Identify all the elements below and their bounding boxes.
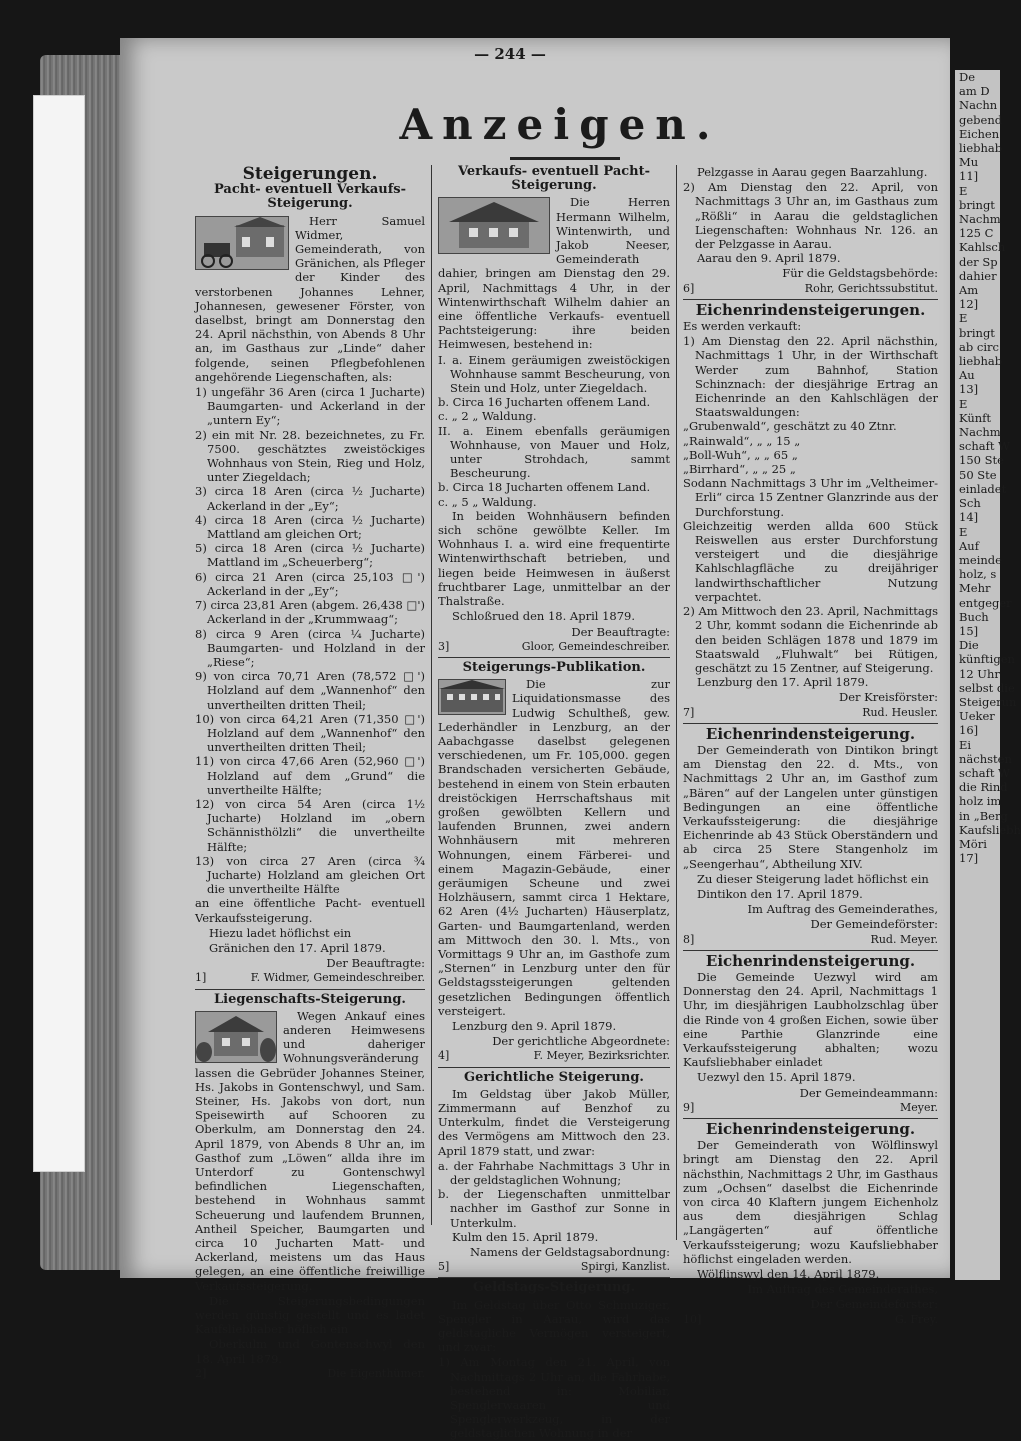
ad-signature: Gloor, Gemeindeschreiber.: [521, 639, 670, 653]
ad-number: 8]: [683, 932, 695, 946]
ad-divider: [438, 1067, 670, 1068]
ad-body: Wegen Ankauf eines anderen Heimwesens und daheriger Wohnungsveränderung lassen die Gebrüder Johannes Steiner, Hs. Jakobs in Gontenschwyl, und Sam. Steiner, Hs. Jakobs von dort, nun Speisewirth auf Schooren zu Oberkulm, am Donnerstag den 24. April 1879, von Abends 8 Uhr an, im Gasthof zum „Löwen“ allda ihre im Unterdorf zu Gontenschwyl befindlichen Liegenschaften, bestehend in Wohnhaus sammt Scheuerung und laufendem Brunnen, Antheil Speicher, Baumgarten und circa 10 Jucharten Matt- und Ackerland, meistens um das Haus gelegen, an eine öffentliche freiwillige Verkaufssteigerung.: [195, 1008, 425, 1293]
next-page-line: Buch: [959, 609, 989, 624]
next-page-line: 16]: [959, 723, 979, 738]
next-page-line: Steigerun: [959, 694, 1017, 709]
ad-title: Pacht- eventuell Verkaufs-Steigerung.: [213, 182, 407, 212]
next-page-line: nächsten: [959, 751, 1012, 766]
ad-place-date: Kulm den 15. April 1879.: [452, 1229, 599, 1244]
item-list: [438, 1159, 670, 1230]
next-page-line: Mu: [959, 155, 979, 170]
list-item: c. „ 5 „ Waldung.: [438, 494, 537, 509]
next-page-line: E: [959, 311, 968, 326]
next-page-line: 15]: [959, 623, 979, 638]
list-item: „Birrhard“, „ „ 25 „: [683, 462, 796, 477]
ad-footer: [683, 706, 938, 720]
next-page-line: ab circ: [959, 339, 999, 354]
ad-role: Der Beauftragte:: [326, 956, 425, 971]
next-page-line: holz, s: [959, 567, 997, 582]
ad-role: Der Gemeindeförster:: [810, 917, 938, 932]
ad-number: 3]: [438, 639, 450, 653]
ad-tail: In beiden Wohnhäusern befinden sich schöne gewölbte Keller. Im Wohnhaus I. a. wird eine frequentirte Wintenwirthschaft betrieben, und liegen beide Heimwesen in äußerst fruchtbarer Lage, unmittelbar an der Thalstraße.: [438, 508, 670, 609]
item-list: [683, 334, 938, 675]
ad-role: Im Auftrag des Gemeinderathes,: [747, 1282, 938, 1297]
ad-number: 9]: [683, 1100, 695, 1114]
next-page-line: Nachm: [959, 212, 1001, 227]
list-item: 2) Am Mittwoch den 23. April, Nachmittags 2 Uhr, kommt sodann die Eichenrinde ab den beiden Schlägen 1878 und 1879 im Staatswald „Fluhwalt“ bei Rütigen, geschätzt zu 15 Zentner, auf Steigerung.: [683, 604, 939, 675]
next-page-line: 125 C: [959, 226, 994, 241]
ad-invite: Zu dieser Steigerung ladet höflichst ein: [697, 871, 929, 886]
ad-place-date: Wölflinswyl den 14. April 1879.: [697, 1267, 880, 1282]
list-item: 10) von circa 64,21 Aren (71,350 □') Holzland auf dem „Wannenhof“ den unvertheilten dritten Theil;: [195, 711, 425, 755]
ad-divider: [195, 989, 425, 990]
next-page-line: am D: [959, 84, 990, 99]
ad-number: 5]: [438, 1260, 450, 1274]
next-page-line: Mehr: [959, 581, 991, 596]
next-page-line: meinde: [959, 552, 1002, 567]
ad-number: 7]: [683, 705, 695, 719]
ad-number: 10]: [683, 1312, 702, 1326]
next-page-line: der Sp: [959, 254, 998, 269]
ad-divider: [683, 950, 938, 951]
next-page-line: Möri: [959, 836, 987, 851]
next-page-line: 12]: [959, 297, 979, 312]
list-item: 11) von circa 47,66 Aren (52,960 □') Holzland auf dem „Grund“ die unvertheilte Hälfte;: [195, 754, 425, 797]
item-list: [195, 385, 425, 896]
ad-role: Im Auftrag des Gemeinderathes,: [747, 902, 938, 917]
next-page-line: 150 Ste: [959, 453, 1004, 468]
ad-role: Der Beauftragte:: [571, 624, 670, 639]
item-list: [438, 1355, 670, 1440]
ad-number: 2]: [195, 1366, 207, 1380]
next-page-line: holz im: [959, 794, 1002, 809]
ad-divider: [683, 723, 938, 724]
ad-signature: G. Frey.: [894, 1312, 938, 1326]
next-page-line: 11]: [959, 169, 979, 184]
list-item: b. Circa 18 Jucharten offenem Land.: [438, 480, 651, 495]
ad-body: Im Geldstag über Otto Schmuziger, Spengler in Aarau, wird das geldstagliche Vermögen versteigert, und zwar:: [438, 1297, 670, 1355]
list-item: 9) von circa 70,71 Aren (78,572 □') Holzland auf dem „Wannenhof“ den unvertheilten dritten Theil;: [195, 669, 425, 712]
ad-intro: Es werden verkauft:: [683, 319, 802, 334]
column-divider: [676, 165, 677, 1240]
next-page-line: künftigen: [959, 652, 1015, 667]
ad-title: Eichenrindensteigerungen.: [695, 300, 926, 319]
next-page-line: Au: [959, 368, 975, 383]
item-list: [683, 180, 938, 251]
ad-place-date: Gränichen den 17. April 1879.: [209, 940, 386, 955]
list-item: 4) circa 18 Aren (circa ½ Jucharte) Mattland am gleichen Ort;: [195, 512, 425, 542]
list-item: „Rainwald“, „ „ 15 „: [683, 433, 801, 448]
next-page-line: E: [959, 396, 968, 411]
item-list: [438, 353, 670, 509]
list-item: „Boll-Wuh“, „ „ 65 „: [683, 447, 798, 462]
next-page-line: 14]: [959, 510, 979, 525]
ad-place-date: Lenzburg den 9. April 1879.: [452, 1018, 617, 1033]
ad-tail: an eine öffentliche Pacht- eventuell Verkaufssteigerung.: [195, 896, 425, 925]
list-item: 5) circa 18 Aren (circa ½ Jucharte) Mattland im „Scheuerberg“;: [195, 541, 425, 570]
next-page-line: in „Berg: [959, 808, 1008, 823]
ad-conditions: Die Steigerungsbedingungen werden günstig gestellt und es ladet Kaufsliebhaber höflich ein: [195, 1293, 425, 1337]
list-item: a. der Fahrhabe Nachmittags 3 Uhr in der geldstaglichen Wohnung;: [438, 1158, 670, 1188]
ad-signature: Rohr, Gerichtssubstitut.: [804, 281, 938, 295]
ad-number: 4]: [438, 1049, 450, 1063]
list-item: 2) Am Dienstag den 22. April, von Nachmittags 3 Uhr an, im Gasthaus zum „Rößli“ in Aarau die geldstaglichen Liegenschaften: Wohnhaus Nr. 126. an der Pelzgasse in Aarau.: [683, 180, 938, 252]
page-number: — 244 —: [474, 45, 546, 63]
list-item: 8) circa 9 Aren (circa ¼ Jucharte) Baumgarten- und Holzland in der „Riese“;: [195, 626, 425, 669]
bookmark-strip: [33, 95, 85, 1172]
ad-footer: [438, 1260, 670, 1274]
next-page-line: entgeger: [959, 595, 1012, 610]
ad-body: Die Gemeinde Uezwyl wird am Donnerstag den 24. April, Nachmittags 1 Uhr, im diesjährigen Laubholzschlag über die Rinde von 4 großen Eichen, sowie über eine Parthie Glanzrinde eine Verkaufssteigerung abhalten; wozu Kaufsliebhaber einladet: [683, 969, 938, 1070]
list-item: b. der Liegenschaften unmittelbar nachher im Gasthof zur Sonne in Unterkulm.: [438, 1187, 670, 1230]
next-page-line: Ei: [959, 737, 972, 752]
column-3: [683, 165, 939, 1326]
ad-body: Der Gemeinderath von Dintikon bringt am Dienstag den 22. d. Mts., von Nachmittags 2 Uhr an, im Gasthof zum „Bären“ auf der Langelen unter günstigen Bedingungen an eine öffentliche Verkaufssteigerung: die diesjährige Eichenrinde ab 43 Stück Oberständern und ab circa 25 Stere Stangenholz im „Seengerhau“, Abtheilung XIV.: [683, 742, 938, 871]
house-illustration: [195, 1011, 277, 1063]
ad-title: Eichenrindensteigerung.: [705, 724, 916, 743]
ad-invite: Hiezu ladet höflichst ein: [209, 925, 352, 940]
list-item: Sodann Nachmittags 3 Uhr im „Veltheimer-Erli“ circa 15 Zentner Glanzrinde aus der Durchforstung.: [683, 476, 938, 519]
ad-role: Für die Geldstagsbehörde:: [782, 266, 938, 281]
list-item: 7) circa 23,81 Aren (abgem. 26,438 □') Ackerland in der „Krummwaag“;: [195, 598, 425, 627]
farmhouse-illustration: [438, 197, 550, 254]
ad-number: 1]: [195, 971, 207, 985]
list-item: 6) circa 21 Aren (circa 25,103 □') Ackerland in der „Ey“;: [195, 569, 425, 598]
carriage-illustration: [195, 216, 289, 270]
next-page-line: Am: [959, 283, 979, 298]
ad-title: Eichenrindensteigerung.: [705, 951, 916, 970]
ad-signature: Rud. Heusler.: [862, 705, 938, 719]
next-page-line: Kaufsliebh: [959, 822, 1021, 837]
next-page-line: E: [959, 183, 968, 198]
next-page-line: Nachm: [959, 425, 1001, 440]
next-page-line: gebend: [959, 112, 1003, 127]
ad-place-date: Lenzburg den 17. April 1879.: [697, 675, 869, 690]
ad-role: Der Kreisförster:: [838, 690, 938, 705]
ad-place-date: Oberkulm und Gontenschwyl den 18. April 1879.: [195, 1337, 425, 1366]
ad-place-date: Dintikon den 17. April 1879.: [697, 886, 863, 901]
ad-footer: [195, 971, 425, 985]
heading-rule: [510, 157, 620, 160]
ad-body: Im Geldstag über Jakob Müller, Zimmermann auf Benzhof zu Unterkulm, findet die Versteigerung des Vermögens am Mittwoch den 23. April 1879 statt, und zwar:: [438, 1086, 670, 1158]
ad-footer: [683, 282, 938, 296]
next-page-line: liebhab: [959, 354, 1003, 369]
next-page-line: Auf: [959, 538, 979, 553]
ad-body: Die zur Liquidationsmasse des Ludwig Schultheß, gew. Lederhändler in Lenzburg, an der Aabachgasse daselbst gelegenen verschiedenen, um Fr. 105,000. gegen Brandschaden versicherten Gebäude, bestehend in einem von Stein erbauten dreistöckigen Herrschaftshaus mit großen gewölbten Kellern und laufenden Brunnen, zwei andern Wohnhäusern mit mehreren Wohnungen, einem Färberei- und einem Magazin-Gebäude, einer geräumigen Scheune und zwei Holzhäusern, sammt circa 1 Hektare, 62 Aren (4½ Jucharten) Häuserplatz, Garten- und Baumgartenland, werden am Mittwoch den 30. l. Mts., von Vormittags 9 Uhr an, im Gasthofe zum „Sternen“ in Lenzburg unter den für Geldstagssteigerungen geltenden gesetzlichen Bedingungen öffentlich versteigert.: [438, 677, 670, 1018]
ad-body: Der Gemeinderath von Wölflinswyl bringt am Dienstag den 22. April nächsthin, Nachmittags 2 Uhr, im Gasthaus zum „Ochsen“ daselbst die Eichenrinde von circa 40 Klaftern jungem Eichenholz aus dem diesjährigen Schlag „Langägerten“ auf öffentliche Verkaufssteigerung; wozu Kaufsliebhaber höflichst eingeladen werden.: [683, 1138, 938, 1266]
ad-role: Der Gemeindeammann:: [799, 1085, 938, 1100]
list-item: 13) von circa 27 Aren (circa ¾ Jucharte) Holzland am gleichen Ort die unvertheilte Hälfte: [195, 853, 425, 897]
ad-divider: [438, 1277, 670, 1278]
building-illustration: [438, 679, 506, 715]
ad-footer: [438, 1049, 670, 1063]
ad-signature: Die Eigenthümer.: [327, 1366, 425, 1380]
next-page-line: Sch: [959, 496, 981, 511]
next-page-line: schaft W: [959, 765, 1010, 780]
page-heading: Anzeigen.: [399, 100, 721, 149]
ad-footer: [195, 1367, 425, 1381]
list-item: II. a. Einem ebenfalls geräumigen Wohnhause, von Mauer und Holz, unter Strohdach, sammt Bescheurung.: [438, 423, 670, 481]
ad-place-date: Schloßrued den 18. April 1879.: [452, 609, 636, 624]
ad-title: Verkaufs- eventuell Pacht-Steigerung.: [457, 164, 651, 194]
list-item: 1) Am Montag den 21. April, von Nachmittags 2 Uhr an, die Fahrhabe, bestehend in: Mobiliar, Spenglerwaaren und Spenglerwerkzeug, in der geldstaglichen Wohnung in der: [438, 1355, 670, 1441]
ad-divider: [683, 299, 938, 300]
section-title: Steigerungen.: [242, 164, 378, 184]
list-item: 1) Am Dienstag den 22. April nächsthin, Nachmittags 1 Uhr, in der Wirthschaft Werder zum Bahnhof, Station Schinznach: der diesjährige Ertrag an Eichenrinde an den Kahlschlägen der Staatswaldungen:: [683, 334, 938, 420]
ad-signature: Meyer.: [899, 1100, 938, 1114]
ad-continuation: Pelzgasse in Aarau gegen Baarzahlung.: [697, 165, 928, 179]
ad-title: Geldstags-Steigerung.: [472, 1280, 636, 1296]
list-item: 12) von circa 54 Aren (circa 1½ Jucharte) Holzland im „obern Schännisthölzli“ die unvertheilte Hälfte;: [195, 796, 425, 854]
next-page-line: einladet: [959, 481, 1007, 496]
ad-title: Eichenrindensteigerung.: [705, 1120, 916, 1138]
next-page-line: Künft: [959, 410, 992, 425]
ad-body: Die Herren Hermann Wilhelm, Wintenwirth, und Jakob Neeser, Gemeinderath dahier, bringen am Dienstag den 29. April, Nachmittags 4 Uhr, in der Wintenwirthschaft Wilhelm dahier an eine öffentliche Verkaufs- eventuell Pachtsteigerung: ihre beiden Heimwesen, bestehend in:: [438, 195, 670, 352]
next-page-line: 50 Ste: [959, 467, 997, 482]
ad-footer: [438, 640, 670, 654]
ad-number: 6]: [683, 281, 695, 295]
ad-title: Liegenschafts-Steigerung.: [214, 991, 406, 1007]
next-page-line: selbst die: [959, 680, 1015, 695]
next-page-line: Nachn: [959, 98, 998, 113]
ad-signature: F. Meyer, Bezirksrichter.: [533, 1049, 670, 1063]
column-2: [438, 164, 670, 1441]
ad-place-date: Uezwyl den 15. April 1879.: [697, 1070, 856, 1085]
ad-footer: [683, 1101, 938, 1115]
list-item: I. a. Einem geräumigen zweistöckigen Wohnhause sammt Bescheurung, von Stein und Holz, unter Ziegeldach.: [438, 352, 670, 396]
ad-title: Gerichtliche Steigerung.: [464, 1069, 644, 1085]
next-page-line: Kahlsch: [959, 240, 1006, 255]
ad-divider: [683, 1118, 938, 1119]
ad-footer: [683, 933, 938, 947]
column-divider: [431, 165, 432, 1225]
list-item: 1) ungefähr 36 Aren (circa 1 Jucharte) Baumgarten- und Ackerland in der „untern Ey“;: [195, 385, 425, 428]
ad-body: Herr Samuel Widmer, Gemeinderath, von Gränichen, als Pfleger der Kinder des verstorbenen Johannes Lehner, Johannesen, gewesener Förster, von daselbst, bringt am Donnerstag den 24. April nächsthin, von Abends 8 Uhr an, im Gasthaus zur „Linde“ daher folgende, seinen Pflegbefohlenen angehörende Liegenschaften, als:: [195, 213, 425, 384]
next-page-line: bringt: [959, 325, 995, 340]
list-item: „Grubenwald“, geschätzt zu 40 Ztnr.: [683, 419, 897, 434]
ad-footer: [683, 1313, 938, 1327]
list-item: Gleichzeitig werden allda 600 Stück Reiswellen aus erster Durchforstung versteigert und die diesjährige Kahlschlagfläche zu dreijähriger landwirthschaftlicher Nutzung verpachtet.: [683, 518, 938, 604]
list-item: 3) circa 18 Aren (circa ½ Jucharte) Ackerland in der „Ey“;: [195, 484, 425, 513]
next-page-line: liebhab: [959, 141, 1003, 156]
ad-place-date: Aarau den 9. April 1879.: [697, 251, 841, 266]
next-page-line: Die: [959, 638, 979, 653]
next-page-line: bringt: [959, 197, 995, 212]
next-page-line: Ueker: [959, 709, 995, 724]
next-page-line: 12 Uhr: [959, 666, 1000, 681]
column-1: [195, 164, 425, 1380]
ad-role: Namens der Geldstagsabordnung:: [469, 1245, 670, 1260]
next-page-line: 17]: [959, 851, 979, 866]
ad-divider: [438, 657, 670, 658]
next-page-line: E: [959, 524, 968, 539]
next-page-line: Eichen: [959, 126, 1000, 141]
ad-role: Der Gemeindeförster:: [810, 1297, 938, 1312]
ad-title: Steigerungs-Publikation.: [462, 659, 646, 675]
ad-signature: F. Widmer, Gemeindeschreiber.: [250, 971, 425, 985]
next-page-line: die Rind: [959, 780, 1008, 795]
next-page-line: De: [959, 70, 976, 84]
list-item: b. Circa 16 Jucharten offenem Land.: [438, 395, 651, 410]
next-page-line: dahier: [959, 268, 997, 283]
ad-role: Der gerichtliche Abgeordnete:: [492, 1034, 670, 1049]
next-page-line: schaft W: [959, 439, 1010, 454]
ad-signature: Spirgi, Kanzlist.: [580, 1260, 670, 1274]
list-item: 2) ein mit Nr. 28. bezeichnetes, zu Fr. 7500. geschätztes zweistöckiges Wohnhaus von Stein, Rieg und Holz, unter Ziegeldach;: [195, 427, 425, 485]
next-page-line: 13]: [959, 382, 979, 397]
list-item: c. „ 2 „ Waldung.: [438, 409, 537, 424]
ad-signature: Rud. Meyer.: [870, 932, 938, 946]
next-page-fragment: [955, 70, 1021, 1280]
